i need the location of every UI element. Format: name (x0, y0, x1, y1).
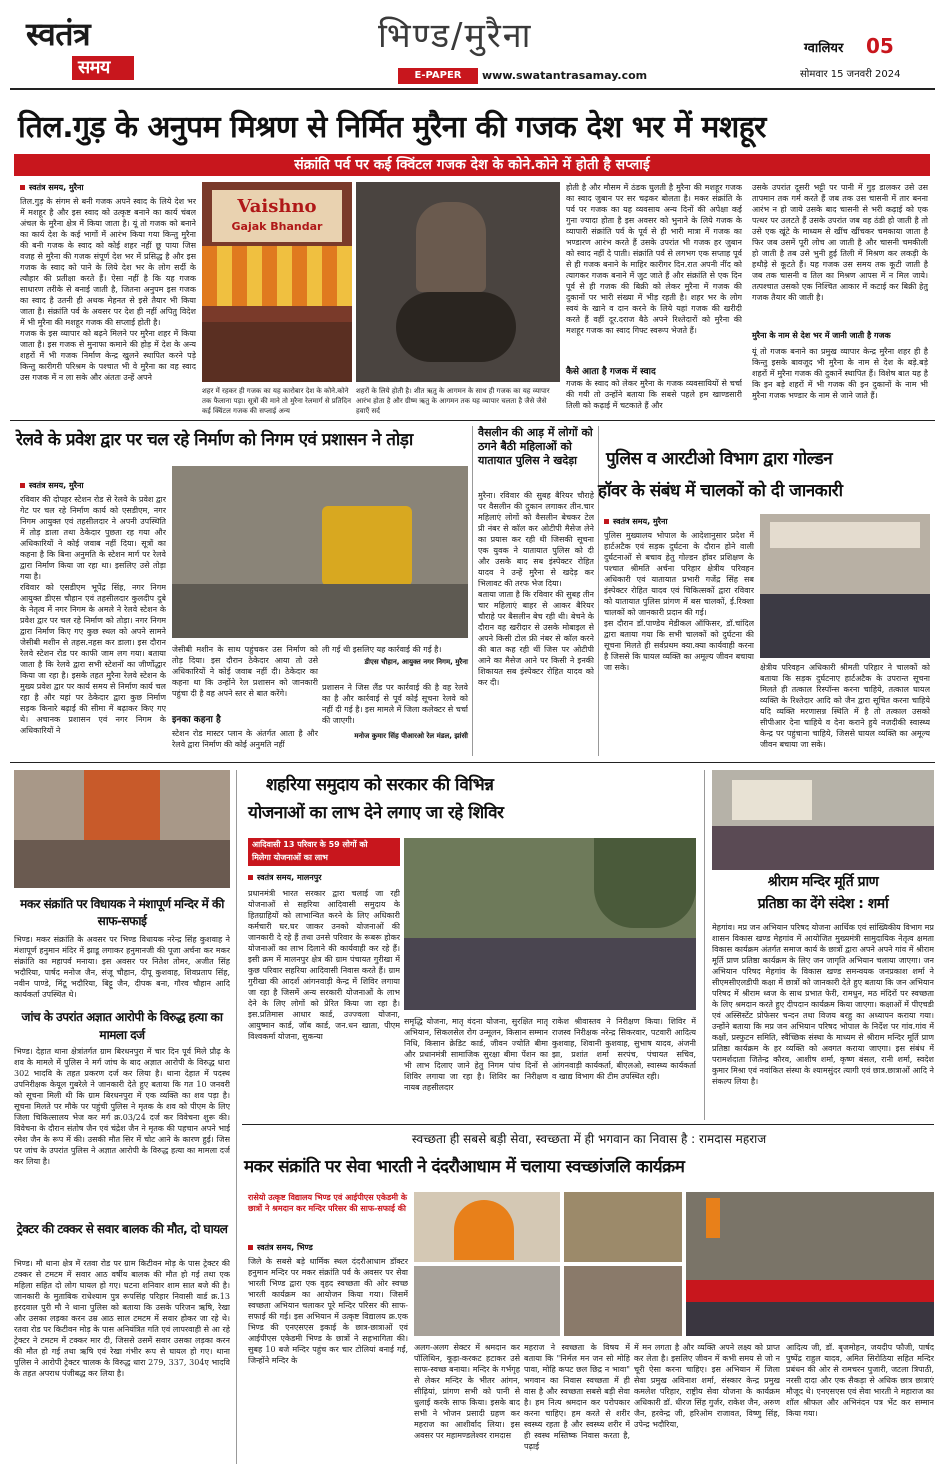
lead-col4: उसके उपरांत दूसरी भट्टी पर पानी में गुड़ डालकर उसे उस तापमान तक गर्म करते हैं जब तक उस चासनी में तार बनना आरंभ न हो जाये उसके बाद चासनी से भरी कढ़ाई को एक पत्थर पर उलटते हैं उसके उपरांत जब वह ठंडी हो जाती है तो उसे एक खूंटे के माध्यम से खींच खींचकर चमकाया जाता है फिर जब उसमें पूरी लोच आ जाती है और चासनी चमकीली हो जाती है तब उसे भुनी हुई तिली में मिश्रण कर लकड़ी के हथौड़े से कूटते हैं। यह गजक उस समय तक कूटी जाती है जब तक चासनी व तिल का मिश्रण आपस में न मिल जाये। तत्पश्चात उसको एक निश्चित आकार में कटाई कर बिक्री हेतु गजक तैयार की जाती है। (752, 183, 928, 302)
sahariya-col2: समृद्धि योजना, मातृ वंदना योजना, सुरक्षित मातृ अभियान, सिकलसेल रोग उन्मूलन, किसान सम्मान निधि, किसान क्रेडिट कार्ड, जीवन ज्योति बीमा और प्रधानमंत्री सामाजिक सुरक्षा बीमा पेंशन का भी लाभ दिलाए जाने हेतु निगम पांच दिनों से शिविर लगाया जा रहा है। शिविर का निरीक्षण नायब तहसीलदार (404, 1017, 548, 1092)
lead-cap1: शहर में रहकर ही गजक का यह कारोबार देश के कोने.कोने तक फैलाना पड़ा। सूत्रों की माने तो मुरैना रेलमार्ग से प्रतिदिन कई क्विंटल गजक की सप्लाई अन्य (202, 387, 351, 415)
banner-red-shape (686, 1280, 934, 1302)
swachh-byline: स्वतंत्र समय, भिण्ड (248, 1242, 313, 1253)
lead-col3: होती है और मौसम में ठंडक घुलती है मुरैना की मशहूर गजक का स्वाद जुबान पर सर चढ़कर बोलता है। मकर संक्रांति के पर्व पर गजक का यह व्यवसाय अन्य दिनों की अपेक्षा कई गुना ज्यादा होता है इस अवसर को भुनाने के लिये गजक के व्यापारी संक्रांति पर्व के पूर्व से ही भारी मात्रा में गजक का भण्डारण आरंभ करते हैं उसके उपरांत भी गजक हर जुबान को स्वाद नहीं दे पाती। संक्रांति पर्व से लगभग एक सप्ताह पूर्व से ही गजक बनाने के माहिर कारीगर दिन.रात अपनी नींद को त्यागकर गजक बनाने में जुट जाते हैं और संक्रांति से एक दिन पूर्व से ही गजक की बिक्री को लेकर मुरैना में गजक की दुकानों पर भारी संख्या में भीड़ रहती है। शहर भर के लोग स्वयं के खाने व दान करने के लिये यहां गजक की खरीदी करते हैं वहीं दूर.दराज बैठे अपने रिश्तेदारों को मुरैना की मशहूर गजक का स्वाद गिफ्ट स्वरूप भेजते हैं। (566, 183, 742, 335)
swachh-photo-3 (414, 1266, 560, 1336)
logo-bottom: समय (78, 57, 110, 78)
epaper-tag: E-PAPER (398, 68, 478, 84)
swachh-col4: में मन लगता है और व्यक्ति अपने लक्ष्य को प्राप्त कर लेता है। इसलिए जीवन में कभी समय से जो न चूरी ऐसा करना चाहिए। इस अभियान में जिला सेवा प्रमुख अविनाश शर्मा, संस्कार केन्द्र प्रमुख कमलेश परिहार, राष्ट्रीय सेवा योजना के कार्यक्रम अधिकारी डॉ. धीरज सिंह गुर्जर, राकेश जैन, अरुण जैन, हरवेन्द्र जी, हरिओम राजावत, विष्णु सिंह, उपेन्द्र भदौरिया, (634, 1343, 780, 1429)
ram-headline-2: प्रतिष्ठा का देंगे संदेश : शर्मा (757, 896, 889, 912)
lead-subhead-bar (14, 154, 930, 176)
lead-byline: स्वतंत्र समय, मुरैना (20, 182, 84, 193)
mla-headline: मकर संक्रांति पर विधायक ने मंशापूर्ण मन्दिर में की साफ-सफाई (20, 897, 224, 928)
sahariya-camp-photo (404, 838, 696, 1010)
website[interactable]: www.swatantrasamay.com (482, 69, 648, 82)
logo (22, 10, 142, 82)
page-number: 05 (866, 34, 894, 58)
rail-col3: ली गई थी इसलिए यह कार्रवाई की गई है। (322, 645, 442, 654)
gajak-making-photo (356, 182, 560, 382)
city-label: ग्वालियर (804, 41, 844, 56)
sahariya-kicker-2: मिलेगा योजनाओं का लाभ (252, 853, 328, 862)
board-shape (732, 780, 812, 820)
jcb-shape (322, 506, 412, 586)
vrule-ram (704, 770, 705, 1120)
murder-body: भिण्ड। देहात थाना क्षेत्रांतर्गत ग्राम बिरधनपुरा में चार दिन पूर्व मिले प्रौढ़ के शव के मामले में पुलिस ने मर्ग जांच के बाद अज्ञात आरोपी के विरुद्ध धारा 302 भादवि के तहत प्रकरण दर्ज कर लिया है। थाना देहात में पदस्थ उपनिरीक्षक केयूल गुबरेले ने जानकारी देते हुए बताया कि गत 10 जनवरी को सूचना मिली थी कि ग्राम बिरधनपुरा में एक व्यक्ति का शव पड़ा है। सूचना मिलते पर मौके पर पहुंची पुलिस ने मृतक के शव को पीएम के लिए जिला चिकित्सालय भेज कर मर्ग क्र.03/24 दर्ज कर विवेचना शुरू की। विवेचना के दौरान संतोष जैन एवं चंद्रेश जैन ने मृतक की पहचान अपने भाई रमेश जैन के रूप में की। उसकी मौत सिर में चोट आने के कारण हुई। जिस पर जांच के उपरांत पुलिस ने अज्ञात आरोपी के विरुद्ध हत्या का मामला दर्ज कर लिया है। (14, 1047, 230, 1166)
swachh-col5: आदित्य जी, डॉ. बृजमोहन, जयदीप फौजी, पार्षद पुष्पेंद्र राहुल यादव, अमित सिरोठिया सहित मन्दिर प्रबंधन की ओर से रामचरन पुजारी, जटला त्रिपाठी, नरसी दादा और एक सैकड़ा से अधिक छात्र छात्राएं मौजूद थे। एनएसएस एवं सेवा भारती ने महाराज का शॉल श्रीफल और अभिनंदन पत्र भेंट कर सम्मान किया गया। (786, 1343, 934, 1418)
logo-bottom-box (72, 56, 134, 80)
police-col2: क्षेत्रीय परिवहन अधिकारी श्रीमती परिहार ने चालकों को बताया कि सड़क दुर्घटनाए हार्टअटैक के उपरान्त सूचना मिलते ही तत्काल रिस्पॉन्स करना चाहिये, तत्काल घायल व्यक्ति के रिश्तेदार आदि को जैन द्वारा सूचित करना चाहिये यदि व्यक्ति मरणासन्न स्थिति में है तो तत्काल उसको सीपीआर देना चाहिये व देना कराने हुये नजदीकी स्वास्थ्य केन्द्र पर पहुंचाना चाहिये, जिससे घायल व्यक्ति का अमूल्य जीवन बचाया जा सके। (760, 663, 930, 749)
logo-top: स्वतंत्र (26, 15, 91, 53)
people-shape (14, 840, 230, 888)
crowd-shape (404, 938, 696, 1010)
police-meeting-photo (760, 514, 930, 658)
police-byline: स्वतंत्र समय, मुरैना (604, 516, 668, 527)
sahariya-byline: स्वतंत्र समय, मालनपुर (248, 872, 322, 883)
police-headline-1: पुलिस व आरटीओ विभाग द्वारा गोल्डन (606, 449, 833, 469)
lead-headline: तिल.गुड़ के अनुपम मिश्रण से निर्मित मुरैना की गजक देश भर में मशहूर (18, 110, 766, 145)
rail-byline: स्वतंत्र समय, मुरैना (20, 480, 84, 491)
rail-col2-sub: इनका कहना है (172, 715, 221, 725)
police-col1: पुलिस मुख्यालय भोपाल के आदेशानुसार प्रदेश में हार्टअटैक एवं सड़क दुर्घटना के दौरान होने वाली दुर्घटनाओं से बचाव हेतु गोल्डन हॉवर प्रशिक्षण के पश्चात श्रीमति अर्चना परिहार क्षेत्रीय परिवहन अधिकारी एवं यातायात प्रभारी गजेंद्र सिंह सब इंस्पेक्टर रोहित यादव एवं चिकित्सकों द्वारा रविवार को यातायात पुलिस प्रांगण में बस चालकों, ई.रिक्शा चालकों को जानकारी प्रदान की गई। इस दौरान डॉ.पाण्डेय मेडीकल ऑफिसर, डॉ.चांदिल द्वारा बताया गया कि सभी चालकों को दुर्घटना की सूचना मिलते ही सर्वप्रथम क्या.क्या कार्यवाही करना है जिससे कि घायल व्यक्ति का अमूल्य जीवन बचाया जा सके। (604, 531, 754, 672)
sahariya-headline-1: शहरिया समुदाय को सरकार की विभिन्न (266, 775, 494, 795)
rail-sig1: डीएस चौहान, आयुक्त नगर निगम, मुरैना (364, 658, 468, 666)
swachh-quote: स्वच्छता ही सबसे बड़ी सेवा, स्वच्छता में ही भगवान का निवास है : रामदास महराज (411, 1132, 767, 1146)
shop-counter (202, 322, 352, 382)
rail-col1: रविवार की दोपहर स्टेशन रोड से रेलवे के प्रवेश द्वार गेट पर चल रहे निर्माण कार्य को एसडीएम, नगर निगम आयुक्त एवं तहसीलदार ने अपनी उपस्थिति में तोड़ डाला तथा ठेकेदार पुछता रह गया और अधिकारियों ने कोई जवाब नहीं दिया। सूत्रों का कहना है कि बिना अनुमति के स्टेशन मार्ग पर रेलवे द्वारा निर्माण किया जा रहा था। इसलिए उसे तोड़ा गया है। रविवार को एसडीएम भूपेंद्र सिंह, नगर निगम आयुक्त डीएस चौहान एवं तहसीलदार कुलदीप दुबे के नेतृत्व में नगर निगम के अमले ने रेलवे स्टेशन के प्रवेश द्वार पर चल रहे निर्माण को तोड़ा। नगर निगम द्वारा निर्माण किए गए कुछ स्थल को अपने सामने जेसीबी मशीन से तहस.नहस कर डाला। इस दौरान रेलवे स्टेशन रोड पर काफी जाम लग गया। बताया जाता है कि रेलवे द्वारा सभी स्टेशनों का जीर्णोद्धार किया जा रहा है। इसके तहत मुरैना रेलवे स्टेशन के मुख्य प्रवेश द्वार पर कार्य समय से निर्माण कार्य चल रहा है और यहां पर ठेकेदार द्वारा कुछ निर्माण सड़क किनारे बढ़ाई की सीमा में बढ़ाकर किए गए थे। अचानक प्रशासन एवं नगर निगम के अधिकारियों ने (20, 495, 166, 735)
lead-cap2: शहरों के लिये होती है। शीत ऋतु के आगमन के साथ ही गजक का यह व्यापार आरंभ होता है और ग्रीष्म ऋतु के आगमन तक यह व्यापार चलता है जैसे जैसे हवाएँ सर्द (356, 387, 550, 415)
saffron-shape (454, 1200, 514, 1260)
swachh-headline: मकर संक्रांति पर सेवा भारती ने दंदरौआधाम में चलाया स्वच्छांजलि कार्यक्रम (244, 1157, 685, 1177)
mla-photo (14, 770, 230, 888)
sahariya-headline-2: योजनाओं का लाभ देने लगाए जा रहे शिविर (248, 803, 504, 823)
ram-body: मेहगांव। मप्र जन अभियान परिषद योजना आर्थिक एवं सांख्यिकीय विभाग मप्र शासन विकास खण्ड मेहगांव में आयोजित मुख्यमंत्री सामुदायिक नेतृत्व क्षमता विकास कार्यक्रम अंतर्गत समाज कार्य के छात्रों द्वारा अपने अपने गांव में श्रीराम मूर्ति प्राण प्रतिष्ठा कार्यक्रम के लिए जन जागृति अभियान चलाया जाएगा। जन अभियान परिषद मेहगांव के विकास खण्ड समन्वयक जनप्रकाश शर्मा ने सीएमसीएलडीपी कक्षा में छात्रों को जानकारी देते हुए बताया कि जन अभियान परिषद में श्रीराम ध्वज के साथ प्रभात फेरी, रामधुन, मठ मंदिरों पर स्वच्छता के लिए श्रमदान करते हुए दीपदान कार्यक्रम किया जाएगा। कक्षाओं में पीएचडी एवं अस्सिस्टेंट प्रोफेसर चन्दन तथा विजय बरहु का अध्यापन कराया गया। उन्होंने बताया कि मप्र जन अभियान परिषद भोपाल के निर्देश पर गांव.गांव में कक्षों, प्रस्फुटन समिति, स्वैच्छिक संस्था के माध्यम से श्रीराम मन्दिर मूर्ति प्राण प्रतिष्ठा कार्यक्रम के हर व्यक्ति को अवगत कराया जाएगा। इस संबंध में परामर्शदाता जितेन्द्र कौरव, आशीष शर्मा, कृष्ण बंसल, रानी शर्मा, स्वदेश कुमार मिश्रा एवं नवांकित संस्था के श्यामसुंदर त्यागी एवं छात्र.छात्राओं आदि ने संकल्प लिया है। (712, 923, 934, 1086)
sahariya-col1: प्रधानमंत्री भारत सरकार द्वारा चलाई जा रही योजनाओं से सहरिया आदिवासी समुदाय के हितग्राहियों को लाभान्वित करने के लिए अधिकारी कर्मचारी घर.घर जाकर उनको योजनाओं की जानकारी दे रहे हैं तथा उनसे परिवार के रूबरू होकर योजनाओं का लाभ दिलाने की कार्यवाही कर रहे हैं। इसी क्रम में मालनपुर क्षेत्र की ग्राम पंचायत गुरीखा में कुछ परिवार सहरिया आदिवासी निवास करते हैं। ग्राम गुरीखा की आदर्श आंगनवाड़ी केन्द्र में शिविर लगाया जा रहा है जिसमें अन्य सरकारी योजनाओं के लाभ देने के लिए लोगों को प्रेरित किया जा रहा है। इस.प्रतिमास आधार कार्ड, उज्ज्वला योजना, आयुष्मान कार्ड, जॉब कार्ड, जन.धन खाता, पीएम विश्वकर्मा योजना, सुकन्या (248, 889, 400, 1041)
shop-sign-name: Vaishno (237, 196, 317, 217)
lead-sub4: मुरैना के नाम से देश भर में जानी जाती है गजक (752, 331, 891, 340)
police-headline-2: हॉवर के संबंध में चालकों को दी जानकारी (598, 481, 843, 501)
gajak-shop-photo (202, 182, 352, 382)
audience-shape (760, 594, 930, 658)
murder-headline: जांच के उपरांत अज्ञात आरोपी के विरुद्ध हत्या का मामला दर्ज (21, 1010, 223, 1042)
ram-headline-1: श्रीराम मन्दिर मूर्ति प्राण (767, 874, 879, 890)
masthead-rule (10, 88, 935, 90)
shop-sign (212, 190, 342, 242)
swachh-photo-4 (564, 1266, 682, 1336)
rail-headline: रेलवे के प्रवेश द्वार पर चल रहे निर्माण को निगम एवं प्रशासन ने तोड़ा (16, 430, 413, 450)
edition-title: भिण्ड/मुरैना (378, 16, 533, 56)
lead-subhead: संक्रांति पर्व पर कई क्विंटल गजक देश के कोने.कोने में होती है सप्लाई (294, 157, 650, 173)
lead-col3b: गजक के स्वाद को लेकर मुरैना के गजक व्यवसायियों से चर्चा की गयी तो उन्होंने बताया कि सबसे पहले हम खाण्डसारी तिली को कढ़ाई में चटकाते हैं और (566, 379, 742, 410)
vaseline-headline: वैसलीन की आड़ में लोगों को ठगने बैठी महिलाओं को यातायात पुलिस ने खदेड़ा (478, 426, 593, 467)
tractor-headline: ट्रेक्टर की टक्कर से सवार बालक की मौत, दो घायल (16, 1222, 228, 1236)
swachh-col2: अलग-अलग सेक्टर में श्रमदान कर पॉलिथिन, कूड़ा-करकट हटाकर उसे साफ-स्वच्छ बनाया। मन्दिर के गर्भगृह से लेकर मन्दिर के भीतर आंगन, सीढ़ियां, प्रांगण सभी को पानी से धुलाई करके साफ किया। इसके बाद सभी ने भोजन प्रसादी ग्रहण कर महराज का आशीर्वाद लिया। इस अवसर पर महामण्डलेश्वर रामदास (414, 1343, 520, 1440)
swachh-kicker: रासेयो उत्कृष्ट विद्यालय भिण्ड एवं आईपीएस एकेडमी के छात्रों ने श्रमदान कर मन्दिर परिसर की साफ-सफाई की (248, 1193, 408, 1213)
flag-shape (706, 1198, 720, 1238)
lead-col4b: यूं तो गजक बनाने का प्रमुख व्यापार केन्द्र मुरैना शहर ही है किन्तु इसके बावजूद भी मुरैना के नाम से देश के बड़े.बड़े शहरों में मुरैना गजक की दुकानें स्थापित हैं। विशेष बात यह है कि इन बड़े शहरों में भी गजक की इन दुकानों के नाम भी मुरैना गजक भण्डार के नाम से जाने जाते हैं। (752, 347, 928, 400)
sahariya-col3: राकेश श्रीवास्तव ने निरीक्षण किया। शिविर में राजस्व निरीक्षक नरेन्द्र सिकरवार, पटवारी आदित्य कुशवाह, शिवानी कुशवाह, सुभाष यादव, अंजनी झा, प्रशांत शर्मा सरपंच, पंचायत सचिव, आंगनवाड़ी कार्यकर्ता, बीएलओ, स्वास्थ्य कार्यकर्ता व खाद्य विभाग की टीम उपस्थित रही। (552, 1017, 696, 1081)
lead-col1: तिल.गुड़ के संगम से बनी गजक अपने स्वाद के लिये देश भर में मशहूर है और इस स्वाद को उत्कृष्ट बनाने का कार्य चंबल अंचल के मुरैना क्षेत्र में किया जाता है। यूं तो गजक को बनाने का कार्य देश के कई भागों में आरंभ किया गया किन्तु मुरैना की बनी गजक के स्वाद को कोई शहर नहीं छू पाया जिस वजह से मुरैना की गजक संपूर्ण देश भर में प्रसिद्ध है और इस गजक के स्वाद को पाने के लिये देश भर के लोग सर्दी के त्यौहार की प्रतीक्षा करते हैं। ऐसा नहीं है कि यह गजक साधारण तरीके से बनाई जाती है, जितना अनुपम इस गजक का स्वाद है उतनी ही अथक मेहनत से इसे तैयार भी किया जाता है। संक्रांति पर्व के अवसर पर देश ही नहीं अपितु विदेश में भी मुरैना की मशहूर गजक की सप्लाई होती है। गजक के इस व्यापार को बढ़ने मिलने पर मुरैना शहर में किया जाता है। इस गजक से मुनाफा कमाने की होड़ में देश के अन्य शहरों में भी गजक निर्माण केन्द्र खुलने स्थापित करने पड़े किन्तु कारीगरी परिश्रम के पश्चात भी वे मुरैना का वह स्वाद उस गजक में न ला सके और अंततः उन्हें अपने (20, 197, 196, 382)
vrule-vaseline (598, 426, 599, 756)
sahariya-kicker (248, 838, 400, 866)
sahariya-kicker-1: आदिवासी 13 परिवार के 59 लोगों को (252, 840, 368, 849)
tree-shape (594, 838, 696, 928)
worker-shape (416, 202, 486, 292)
swachh-photo-2 (564, 1192, 682, 1262)
rule-3 (242, 1124, 934, 1125)
students-shape (712, 826, 934, 870)
rubble-shape (172, 584, 468, 638)
rail-col2b: स्टेशन रोड मास्टर प्लान के अंतर्गत आता है और रेलवे द्वारा निर्माण की कोई अनुमति नहीं (172, 729, 318, 749)
tractor-body: भिण्ड। मौ थाना क्षेत्र में रतवा रोड पर ग्राम किटीवन मोड़ के पास ट्रेक्टर की टक्कर से टमटम में सवार आठ वर्षीय बालक की मौत हो गई तथा एक महिला सहित दो लोग घायल हो गए। घटना शनिवार शाम सात बजे की है। जानकारी के मुताबिक राधेश्याम पुत्र रूपसिंह परिहार निवासी वार्ड क्र.13 हरदवाल पुरी मौ ने थाना पुलिस को बताया कि उसके परिजन ऋषि, रेखा और उसका लड़का करन उम्र आठ साल टमटम में सवार होकर जा रहे थे। रतवा रोड पर किटीवन मोड़ के पास अनियंत्रित गति एवं लापरवाही से आ रहे ट्रेक्टर ने टमटम में टक्कर मार दी, जिससे उसमें सवार उसका लड़का करन की मौत हो गई तथा ऋषि एवं रेखा गंभीर रूप से घायल हो गए। थाना पुलिस ने आरोपी ट्रेक्टर चालक के विरुद्ध धारा 279, 337, 304ए भादवि के तहत अपराध पंजीबद्ध कर लिया है। (14, 1259, 230, 1378)
rail-col2: जेसीबी मशीन के साथ पहुंचकर उस निर्माण को तोड़ दिया। इस दौरान ठेकेदार आया तो उसे अधिकारियों ने कोई जवाब नहीं दी। ठेकेदार का कहना था कि उन्होंने रेल प्रशासन को जानकारी पहुंचा दी है वह अपने स्तर से बात करेंगे। (172, 645, 318, 698)
vrule-left (236, 770, 237, 1464)
kadai-shape (396, 292, 516, 362)
rail-sig2: मनोज कुमार सिंह पीआरओ रेल मंडल, झांसी (354, 732, 468, 740)
shop-sign-sub: Gajak Bhandar (231, 220, 323, 233)
swachh-group-photo (686, 1192, 934, 1336)
rule-2 (10, 762, 935, 763)
vrule-rail (472, 426, 473, 756)
ram-class-photo (712, 770, 934, 870)
rail-col3b: प्रशासन ने जिस लैंड पर कार्रवाई की है वह रेलवे का है और कार्रवाई से पूर्व कोई सूचना रेलवे को नहीं दी गई है। इस मामले में जिला कलेक्टर से चर्चा की जाएगी। (322, 683, 468, 725)
group-shape (686, 1302, 934, 1336)
demolition-photo (172, 466, 468, 638)
temple-shape (84, 770, 160, 840)
mla-body: भिण्ड। मकर संक्रांति के अवसर पर भिण्ड विधायक नरेन्द्र सिंह कुशवाह ने मंशापूर्ण हनुमान मंदिर में झाडू लगाकर हनुमानजी की पूजा अर्चना कर मकर संक्रांति का महापर्व मनाया। इस अवसर पर नितेश तोमर, अजीत सिंह भदौरिया, पार्षद मनोज जैन, संजू चौहान, दीपू कुशवाह, शिवप्रताप सिंह, नवीन पाण्डे, मिंटू भदौरिया, बिट्टू जैन, दीपक बना, गौरव चौहान आदि कार्यकर्ता उपस्थित थे। (14, 935, 230, 999)
masthead (0, 0, 945, 86)
banner-shape (770, 522, 920, 548)
rule-1 (10, 420, 935, 421)
vaseline-body: मुरैना। रविवार की सुबह बैरियर चौराहे पर वैसलीन की दुकान लगाकर तीन.चार महिलाएं लोगों को वैसलीन बेचकर टेल प्री नंबर से कॉल कर ओटीपी मैसेज लेने का प्रयास कर रही थी जिसकी सूचना एक युवक ने यातायात पुलिस को दी और उसके बाद सब इंस्पेक्टर रोहित यादव ने उन्हें मुरैना से खदेड़ कर भिलावट की तरफ भेज दिया। बताया जाता है कि रविवार की सुबह तीन चार महिलाएं बाहर से आकर बैरियर चौराहे पर बैसलीन बेच रही थी। बेचने के दौरान वह खरीदार से उसके मोबाइल से अपने किसी टोल फ्री नंबर से कॉल करने की बात कह रही थीं जिस पर ओटीपी आने का मैसेज आने पर किसी ने इनकी शिकायत सब इंस्पेक्टर रोहित यादव को कर दी। (478, 491, 594, 687)
issue-date: सोमवार 15 जनवरी 2024 (800, 69, 901, 80)
swachh-col1: जिले के सबसे बड़े धार्मिक स्थल दंदरौआधाम डॉक्टर हनुमान मन्दिर पर मकर संक्रांति पर्व के अवसर पर सेवा भारती भिण्ड द्वारा एक वृहद स्वच्छता की ओर स्वच्छ भारती कार्यक्रम का आयोजन किया गया। जिसमें स्वच्छता अभियान चलाकर पूरे मन्दिर परिसर की साफ-सफाई की गई। इस अभियान में उत्कृष्ट विद्यालय क्र.एक भिण्ड की एनएसएस इकाई के छात्र-छात्राओं एवं आईपीएस एकेडमी भिण्ड के छात्रों ने सहभागिता की। सुबह 10 बजे मन्दिर पहुंच कर चार टोलियां बनाई गईं, जिन्होंने मन्दिर के (248, 1257, 408, 1365)
swachh-col3: महराज ने स्वच्छता के विषय में बताया कि "निर्मल मन जन सो मोहि पावा, मोहि कपट छल छिद्र न भावा" भगवान का निवास स्वच्छता में ही वास है और स्वच्छता सबसे बड़ी सेवा है। हम नित्य श्रमदान कर परोपकार करना चाहिए। हम करते से शरीर स्वस्थ्य रहता है और स्वस्थ्य शरीर में ही स्वस्थ मस्तिष्क निवास करता है, पढ़ाई (524, 1343, 630, 1451)
shop-garlands (202, 246, 352, 306)
swachh-photo-1 (414, 1192, 560, 1262)
lead-sub3: कैसे आता है गजक में स्वाद (566, 367, 656, 377)
